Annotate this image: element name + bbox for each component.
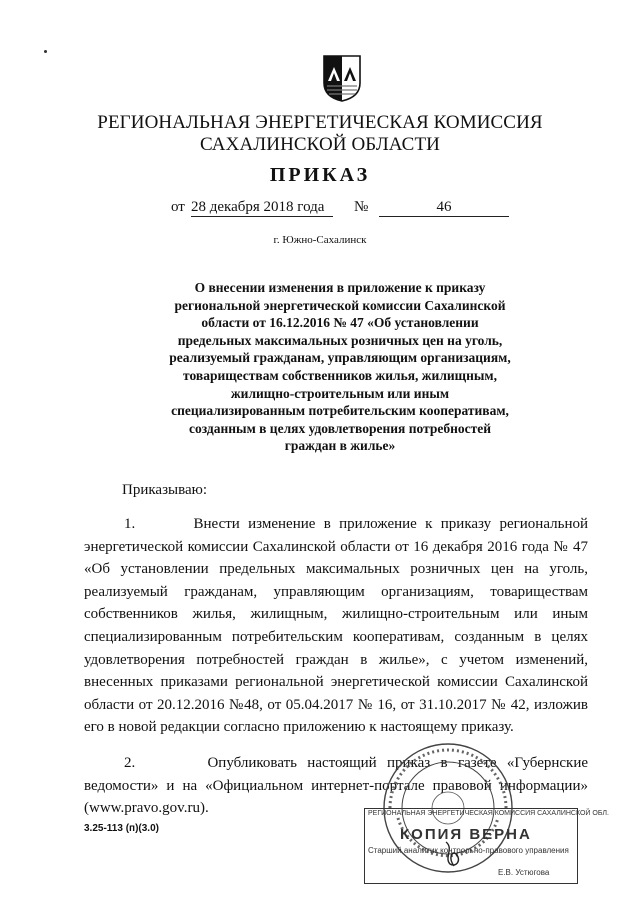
heading-line: реализуемый гражданам, управляющим организациям,: [169, 350, 511, 366]
heading-line: региональной энергетической комиссии Сахалинской: [174, 297, 506, 313]
paragraph-line: области от 20.12.2016 №48, от 05.04.2017 № 16, от 31.10.2017 № 42, изложив: [84, 696, 588, 713]
city: г. Южно-Сахалинск: [273, 234, 367, 246]
paragraph-line: собственников жилья, жилищным, жилищно-строительным или иным: [84, 606, 588, 623]
organization-name-line2: САХАЛИНСКОЙ ОБЛАСТИ: [199, 134, 440, 155]
paragraph-line: Внести изменение в приложение к приказу региональной: [193, 516, 589, 532]
document-type: ПРИКАЗ: [269, 164, 371, 186]
scan-dot: [44, 50, 47, 53]
heading-line: области от 16.12.2016 № 47 «Об установлении: [201, 315, 479, 331]
heading-line: специализированным потребительским кооперативам,: [171, 403, 509, 419]
paragraph-1: [84, 513, 588, 739]
stamp-title: КОПИЯ ВЕРНА: [400, 826, 532, 843]
paragraph-line: ведомости» и на «Официальном интернет-портале правовой информации»: [84, 777, 588, 794]
heading-line: предельных максимальных розничных цен на уголь,: [177, 332, 503, 348]
heading-line: товариществам собственников жилья, жилищным,: [183, 367, 497, 383]
organization-name-line1: РЕГИОНАЛЬНАЯ ЭНЕРГЕТИЧЕСКАЯ КОМИССИЯ: [97, 112, 543, 133]
paragraph-line: его в новой редакции согласно приложению к настоящему приказу.: [84, 719, 514, 736]
signature-icon: [440, 838, 470, 870]
document-number: 46: [379, 199, 509, 217]
heading-line: жилищно-строительным или иным: [230, 385, 450, 401]
stamp-organization: РЕГИОНАЛЬНАЯ ЭНЕРГЕТИЧЕСКАЯ КОМИССИЯ САХАЛИНСКОЙ ОБЛ.: [368, 810, 609, 817]
paragraph-line: энергетической комиссии Сахалинской области от 16 декабря 2016 года № 47: [84, 538, 588, 555]
document-date: 28 декабря 2018 года: [191, 199, 333, 217]
paragraph-number: 2.: [124, 755, 136, 771]
paragraph-line: «Об установлении предельных максимальных розничных цен на уголь,: [84, 561, 588, 578]
paragraph-number: 1.: [124, 516, 136, 532]
paragraph-line: (www.pravo.gov.ru).: [84, 800, 209, 817]
document-code: 3.25-113 (п)(3.0): [84, 823, 159, 834]
stamp-signer: Е.В. Устюгова: [498, 868, 550, 877]
paragraph-line: специализированным потребительским кооперативам, созданным в целях: [84, 628, 588, 645]
stamp-position: Старший аналитик контрольно-правового управления: [368, 846, 569, 855]
number-label: №: [354, 199, 369, 215]
order-heading: [140, 279, 540, 455]
paragraph-line: внесенных приказами региональной энергетической комиссии Сахалинской: [84, 674, 588, 691]
coat-of-arms-icon: [321, 53, 363, 103]
decree-word: Приказываю:: [122, 482, 207, 498]
heading-line: созданным в целях удовлетворения потребностей: [188, 420, 492, 436]
paragraph-line: Опубликовать настоящий приказ в газете «Губернские: [207, 755, 589, 771]
paragraph-line: удовлетворения потребностей граждан в жилье», с учетом изменений,: [84, 651, 588, 668]
paragraph-line: реализуемый гражданам, управляющим организациям, товариществам: [84, 583, 588, 600]
heading-line: граждан в жилье»: [284, 438, 396, 454]
date-prefix: от: [171, 199, 185, 215]
heading-line: О внесении изменения в приложение к приказу: [194, 280, 486, 295]
